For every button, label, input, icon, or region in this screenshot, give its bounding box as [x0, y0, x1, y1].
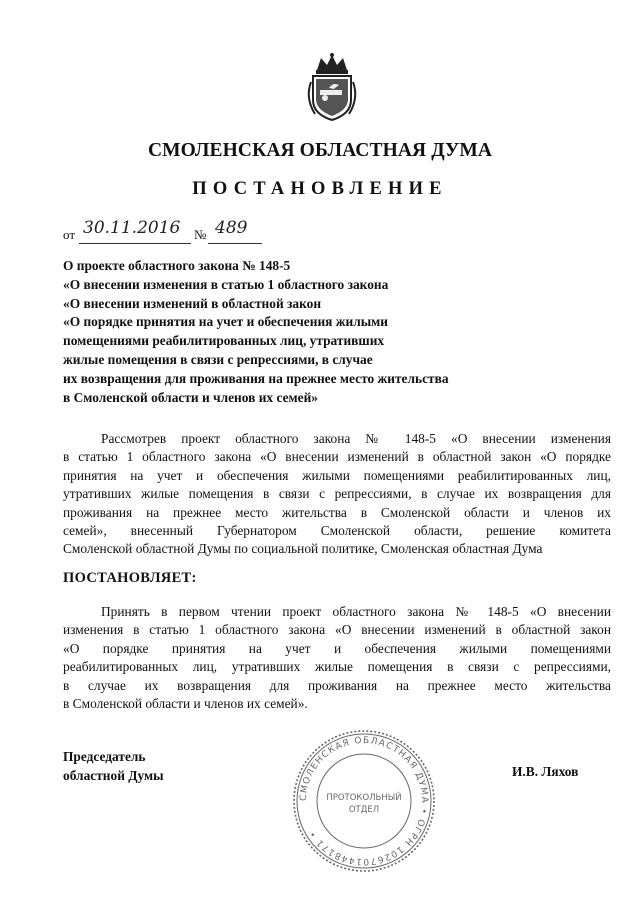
round-seal-icon [291, 728, 437, 874]
subject-line: в Смоленской области и членов их семей» [63, 389, 318, 405]
signatory-name: И.В. Ляхов [512, 764, 579, 779]
subject-line: «О внесении изменения в статью 1 областного закона [63, 276, 389, 292]
date-prefix: от [63, 227, 76, 242]
document-type: ПОСТАНОВЛЕНИЕ [192, 179, 448, 199]
date-underline [79, 243, 191, 244]
paragraph-line: Смоленской областной Думы по социальной политике, Смоленская областная Дума [63, 541, 543, 557]
date-number-line [63, 215, 303, 245]
paragraph-line: в Смоленской области и членов их семей». [63, 696, 308, 712]
seal-center-line: ОТДЕЛ [348, 805, 380, 815]
subject-line: помещениями реабилитированных лиц, утративших [63, 333, 385, 349]
preamble-paragraph [63, 430, 611, 559]
subject-line: «О порядке принятия на учет и обеспечения жилыми [63, 314, 389, 330]
paragraph-line: в случае их возвращения для проживания на прежнее место жительства [63, 677, 611, 693]
paragraph-line: семей», внесенный Губернатором Смоленской области, решение комитета [63, 523, 611, 539]
resolution-paragraph [63, 603, 611, 713]
subject-block [63, 257, 533, 407]
paragraph-line: утративших жилые помещения в связи с репрессиями, в случае их возвращения для [63, 486, 611, 502]
signatory-title-line: Председатель [63, 749, 146, 764]
paragraph-line: проживания на прежнее место жительства в Смоленской области и членов их [63, 504, 611, 520]
paragraph-line: реабилитированных лиц, утративших жилые помещения в связи с репрессиями, [63, 659, 611, 675]
signatory-title-line: областной Думы [63, 767, 164, 783]
paragraph-line: Рассмотрев проект областного закона № 148-5 «О внесении изменения [101, 431, 611, 446]
paragraph-line: принятия на учет и обеспечения жилыми помещениями реабилитированных лиц, [63, 467, 611, 483]
number-prefix: № [194, 227, 207, 242]
resolves-heading: ПОСТАНОВЛЯЕТ: [63, 570, 197, 586]
subject-line: «О внесении изменений в областной закон [63, 295, 322, 311]
number-underline [208, 243, 262, 244]
paragraph-line: в статью 1 областного закона «О внесении изменений в областной закон «О порядке [63, 449, 611, 465]
subject-line: жилые помещения в связи с репрессиями, в случае [63, 351, 373, 367]
paragraph-line: «О порядке принятия на учет и обеспечения жилыми помещениями [63, 640, 611, 656]
subject-line: О проекте областного закона № 148-5 [63, 258, 291, 273]
organization-title: СМОЛЕНСКАЯ ОБЛАСТНАЯ ДУМА [147, 140, 493, 161]
subject-line: их возвращения для проживания на прежнее место жительства [63, 370, 449, 386]
coat-of-arms-icon [303, 52, 361, 122]
paragraph-line: Принять в первом чтении проект областного закона № 148-5 «О внесении [101, 604, 611, 619]
signatory-title [63, 748, 164, 785]
seal-center-line: ПРОТОКОЛЬНЫЙ [326, 793, 402, 803]
date-value: 30.11.2016 [83, 218, 181, 238]
number-value: 489 [215, 218, 248, 238]
paragraph-line: изменения в статью 1 областного закона «О внесении изменений в областной закон [63, 622, 611, 638]
seal-ring-text: СМОЛЕНСКАЯ ОБЛАСТНАЯ ДУМА • ОГРН 1026701448171 • [298, 735, 430, 867]
